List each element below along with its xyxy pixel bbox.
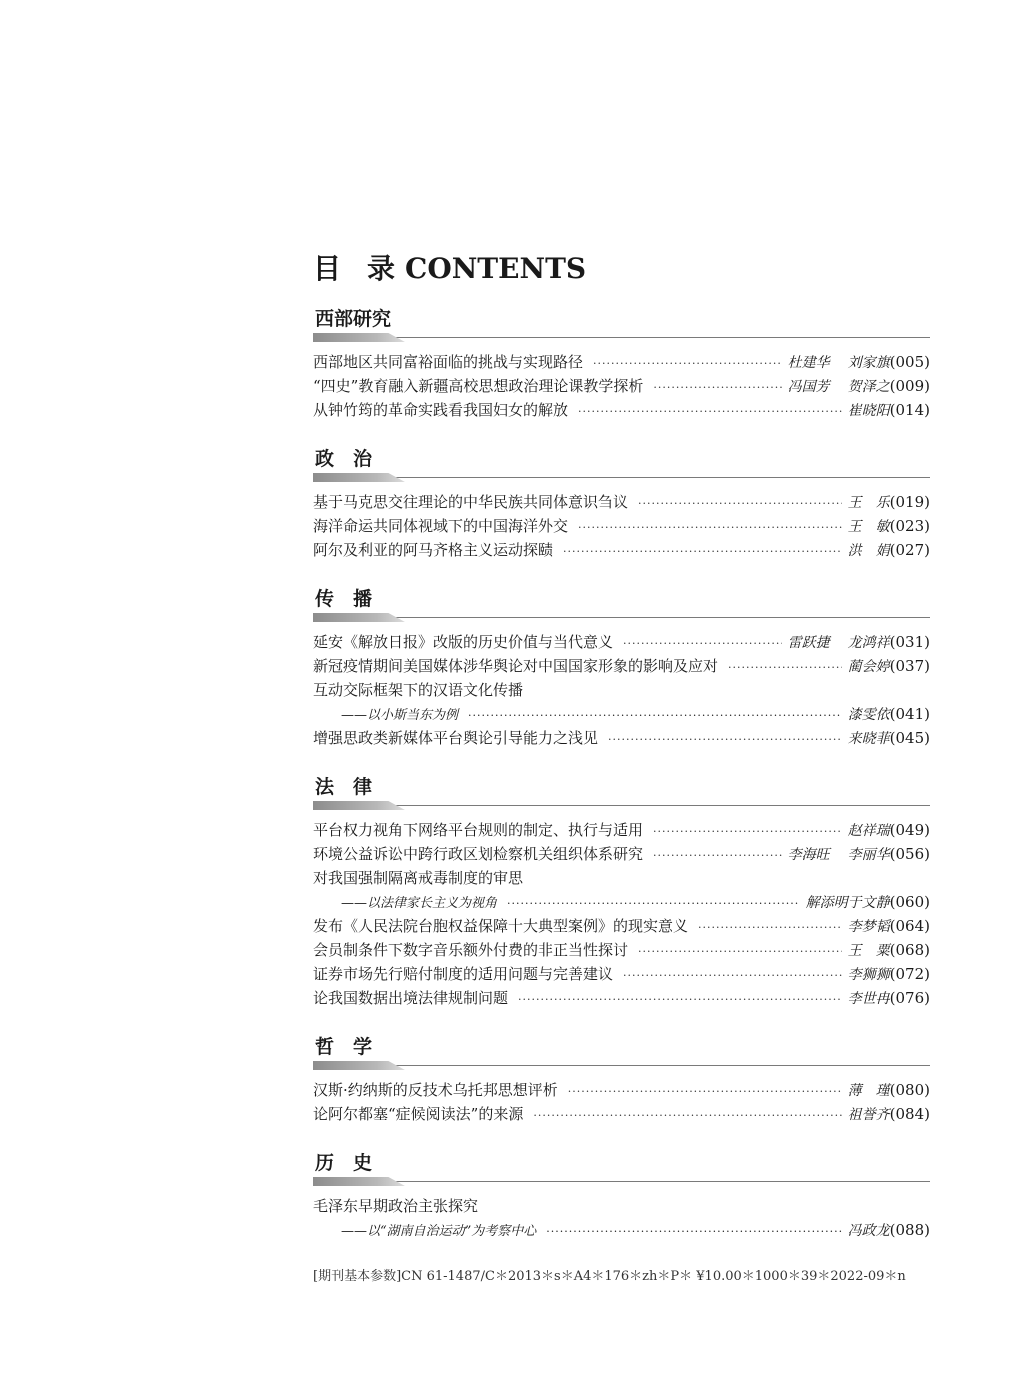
leader-dots	[518, 988, 842, 1012]
entry-title: 从钟竹筠的革命实践看我国妇女的解放	[313, 401, 569, 419]
entry-title: 证券市场先行赔付制度的适用问题与完善建议	[313, 965, 614, 983]
toc-section	[313, 445, 930, 562]
entry-author: 于文静	[847, 895, 890, 911]
toc-entry[interactable]	[313, 678, 930, 702]
entry-author: 王 乐	[847, 495, 890, 511]
entry-title: 西部地区共同富裕面临的挑战与实现路径	[313, 353, 584, 371]
toc-section	[313, 305, 930, 422]
entry-page-number: (005)	[889, 353, 930, 371]
toc-entry[interactable]	[313, 842, 930, 866]
entry-page-number: (056)	[889, 845, 930, 863]
entry-title: “四史”教育融入新疆高校思想政治理论课教学探析	[313, 377, 644, 395]
entry-title: 互动交际框架下的汉语文化传播	[313, 681, 524, 699]
entry-author: 李海旺	[787, 847, 830, 863]
toc-entry[interactable]	[313, 866, 930, 890]
entry-author: 刘家旗	[847, 355, 890, 371]
entry-author: 解添明	[805, 895, 848, 911]
entry-subtitle: ——以法律家长主义为视角	[341, 896, 498, 911]
leader-dots	[468, 704, 842, 728]
entry-author: 冯政龙	[847, 1223, 890, 1239]
leader-dots	[507, 892, 800, 916]
toc-section	[313, 773, 930, 1010]
section-heading: 法 律	[315, 776, 373, 798]
entry-author: 王 粟	[847, 943, 890, 959]
toc-entry[interactable]	[313, 938, 930, 962]
toc-entry[interactable]	[313, 374, 930, 398]
entry-author: 洪 娟	[847, 543, 890, 559]
entry-title: 汉斯·约纳斯的反技术乌托邦思想评析	[313, 1081, 558, 1099]
journal-parameters: [期刊基本参数]CN 61-1487/C＊2013＊s＊A4＊176＊zh＊P＊ ¥10.00＊1000＊39＊2022-09＊n	[313, 1269, 906, 1284]
entry-author: 李世冉	[847, 991, 890, 1007]
toc-entry[interactable]	[313, 1102, 930, 1126]
entry-page-number: (037)	[889, 657, 930, 675]
leader-dots	[578, 516, 842, 540]
toc-section	[313, 1033, 930, 1126]
toc-entry[interactable]	[313, 514, 930, 538]
entry-author: 赵祥瑞	[847, 823, 890, 839]
entry-title: 会员制条件下数字音乐额外付费的非正当性探讨	[313, 941, 629, 959]
section-divider	[313, 333, 930, 343]
toc-entry[interactable]	[313, 654, 930, 678]
leader-dots	[698, 916, 842, 940]
entry-page-number: (014)	[889, 401, 930, 419]
section-divider	[313, 1177, 930, 1187]
entry-title: 延安《解放日报》改版的历史价值与当代意义	[313, 633, 614, 651]
entry-author: 李梦韬	[847, 919, 890, 935]
leader-dots	[623, 632, 782, 656]
toc-entry[interactable]	[313, 630, 930, 654]
entry-title: 毛泽东早期政治主张探究	[313, 1197, 479, 1215]
toc-entry[interactable]	[313, 914, 930, 938]
leader-dots	[593, 352, 782, 376]
entry-page-number: (049)	[889, 821, 930, 839]
entry-author: 冯国芳	[787, 379, 830, 395]
toc-entry[interactable]	[313, 1194, 930, 1218]
leader-dots	[578, 400, 842, 424]
section-heading: 传 播	[315, 588, 373, 610]
leader-dots	[623, 964, 842, 988]
section-heading: 政 治	[315, 448, 373, 470]
entry-title: 平台权力视角下网络平台规则的制定、执行与适用	[313, 821, 644, 839]
toc-entry[interactable]	[313, 818, 930, 842]
entry-page-number: (019)	[889, 493, 930, 511]
entry-page-number: (031)	[889, 633, 930, 651]
toc-entry[interactable]	[313, 538, 930, 562]
entry-title: 海洋命运共同体视域下的中国海洋外交	[313, 517, 569, 535]
entry-subtitle-line[interactable]	[313, 1218, 930, 1242]
entry-page-number: (076)	[889, 989, 930, 1007]
title-english: CONTENTS	[405, 252, 587, 285]
leader-dots	[546, 1220, 841, 1244]
entry-subtitle-line[interactable]	[313, 702, 930, 726]
entry-page-number: (084)	[889, 1105, 930, 1123]
entry-title: 对我国强制隔离戒毒制度的审思	[313, 869, 524, 887]
entry-author: 李丽华	[847, 847, 890, 863]
entry-author: 崔晓阳	[847, 403, 890, 419]
entry-page-number: (009)	[889, 377, 930, 395]
entry-page-number: (088)	[889, 1221, 930, 1239]
entry-author: 来晓菲	[847, 731, 890, 747]
entry-author: 贺泽之	[847, 379, 890, 395]
entry-author: 李狮狮	[847, 967, 890, 983]
leader-dots	[563, 540, 842, 564]
title-char-2: 录	[367, 252, 396, 285]
entry-author: 杜建华	[787, 355, 830, 371]
leader-dots	[638, 940, 842, 964]
toc-entry[interactable]	[313, 490, 930, 514]
entry-page-number: (041)	[889, 705, 930, 723]
section-divider	[313, 613, 930, 623]
leader-dots	[653, 376, 781, 400]
entry-page-number: (045)	[889, 729, 930, 747]
entry-page-number: (064)	[889, 917, 930, 935]
entry-title: 发布《人民法院台胞权益保障十大典型案例》的现实意义	[313, 917, 689, 935]
entry-title: 基于马克思交往理论的中华民族共同体意识刍议	[313, 493, 629, 511]
entry-page-number: (080)	[889, 1081, 930, 1099]
entry-title: 阿尔及利亚的阿马齐格主义运动探赜	[313, 541, 554, 559]
entry-author: 祖誉齐	[847, 1107, 890, 1123]
leader-dots	[653, 820, 842, 844]
entry-author: 蔺会婷	[847, 659, 890, 675]
section-divider	[313, 473, 930, 483]
toc-entry[interactable]	[313, 1078, 930, 1102]
page-title	[313, 247, 586, 287]
section-heading: 西部研究	[315, 308, 392, 330]
leader-dots	[608, 728, 842, 752]
toc-section	[313, 1149, 930, 1242]
entry-page-number: (023)	[889, 517, 930, 535]
entry-author: 龙鸿祥	[847, 635, 890, 651]
section-heading: 历 史	[315, 1152, 373, 1174]
entry-title: 增强思政类新媒体平台舆论引导能力之浅见	[313, 729, 599, 747]
toc-entry[interactable]	[313, 962, 930, 986]
entry-title: 新冠疫情期间美国媒体涉华舆论对中国国家形象的影响及应对	[313, 657, 719, 675]
section-heading: 哲 学	[315, 1036, 373, 1058]
entry-title: 论我国数据出境法律规制问题	[313, 989, 509, 1007]
entry-title: 论阿尔都塞“症候阅读法”的来源	[313, 1105, 524, 1123]
entry-page-number: (068)	[889, 941, 930, 959]
entry-subtitle: ——以“湖南自治运动”为考察中心	[341, 1224, 537, 1239]
leader-dots	[653, 844, 782, 868]
table-of-contents	[313, 305, 930, 1265]
toc-entry[interactable]	[313, 350, 930, 374]
leader-dots	[638, 492, 842, 516]
leader-dots	[728, 656, 842, 680]
entry-page-number: (027)	[889, 541, 930, 559]
toc-entry[interactable]	[313, 986, 930, 1010]
title-char-1: 目	[313, 252, 342, 285]
entry-subtitle: ——以小斯当东为例	[341, 708, 459, 723]
entry-page-number: (072)	[889, 965, 930, 983]
entry-subtitle-line[interactable]	[313, 890, 930, 914]
leader-dots	[568, 1080, 842, 1104]
section-divider	[313, 1061, 930, 1071]
entry-page-number: (060)	[889, 893, 930, 911]
leader-dots	[533, 1104, 841, 1128]
entry-author: 漆雯依	[847, 707, 890, 723]
entry-title: 环境公益诉讼中跨行政区划检察机关组织体系研究	[313, 845, 644, 863]
section-divider	[313, 801, 930, 811]
entry-author: 雷跃捷	[787, 635, 830, 651]
toc-entry[interactable]	[313, 726, 930, 750]
entry-author: 王 敏	[847, 519, 890, 535]
entry-author: 薄 瑾	[847, 1083, 890, 1099]
toc-section	[313, 585, 930, 750]
toc-entry[interactable]	[313, 398, 930, 422]
